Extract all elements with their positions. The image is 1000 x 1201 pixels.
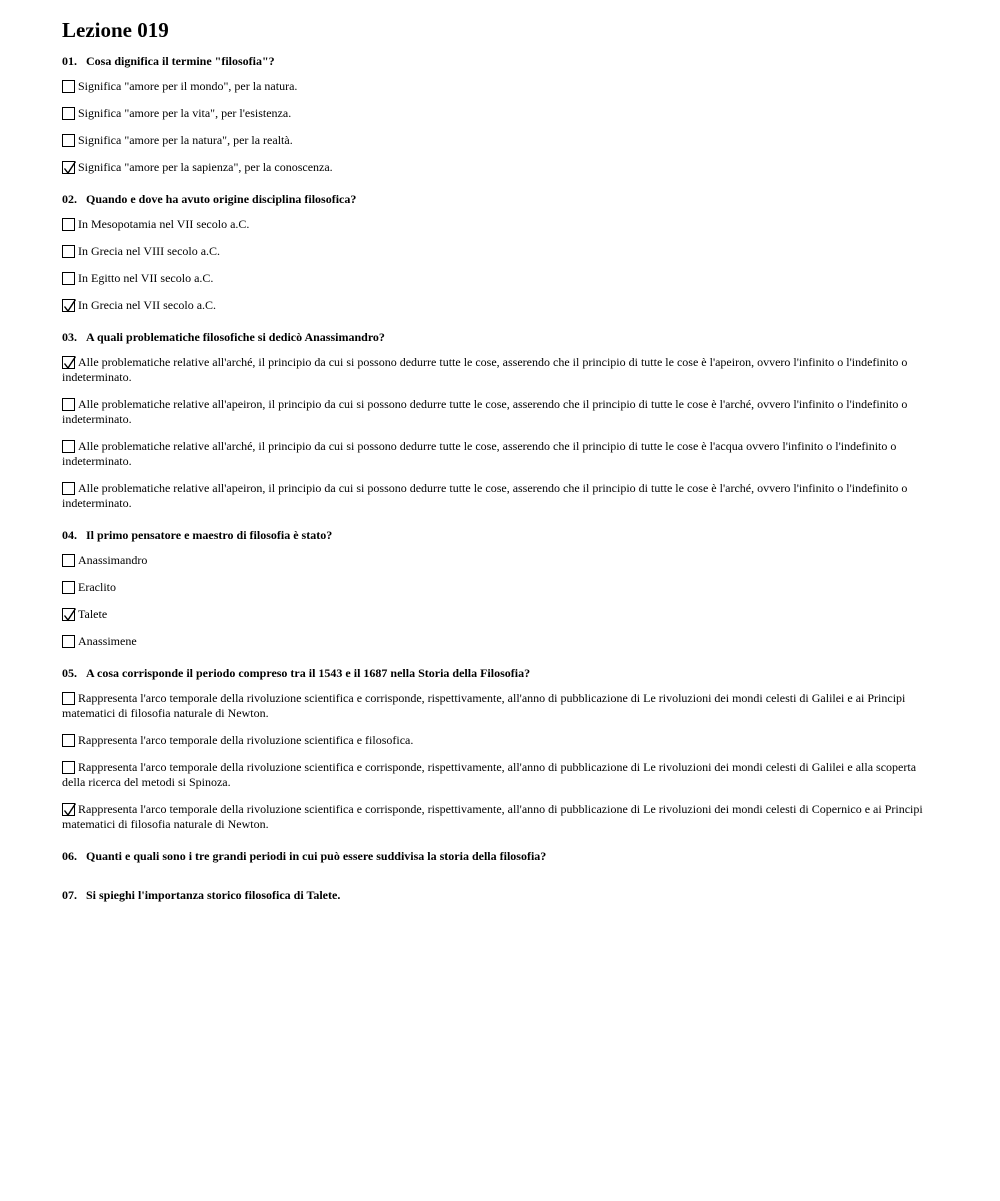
checkbox-icon[interactable] bbox=[62, 440, 75, 453]
checkbox-icon[interactable] bbox=[62, 554, 75, 567]
answer-option-label: In Grecia nel VIII secolo a.C. bbox=[78, 244, 221, 258]
answer-option-label: Rappresenta l'arco temporale della rivoluzione scientifica e corrisponde, rispettivamente, all'anno di pubblicazione di Le rivoluzioni dei mondi celesti di Galilei e alla scoperta della ricerca del metodi si Spinoza. bbox=[62, 760, 917, 789]
checked-checkbox-icon[interactable] bbox=[62, 356, 75, 369]
answer-option bbox=[62, 607, 938, 622]
answer-option-label: Significa "amore per la sapienza", per la conoscenza. bbox=[78, 160, 333, 174]
question-3 bbox=[62, 330, 938, 511]
question-heading bbox=[62, 666, 938, 681]
answer-option bbox=[62, 79, 938, 94]
question-text: Quanti e quali sono i tre grandi periodi in cui può essere suddivisa la storia della filosofia? bbox=[86, 849, 547, 863]
answer-option bbox=[62, 106, 938, 121]
answer-option bbox=[62, 271, 938, 286]
checkbox-icon[interactable] bbox=[62, 80, 75, 93]
question-number: 05. bbox=[62, 666, 77, 680]
answer-option bbox=[62, 733, 938, 748]
answer-option-label: Rappresenta l'arco temporale della rivoluzione scientifica e filosofica. bbox=[78, 733, 414, 747]
page-title: Lezione 019 bbox=[62, 18, 169, 42]
question-heading bbox=[62, 330, 938, 345]
answer-option bbox=[62, 634, 938, 649]
checkbox-icon[interactable] bbox=[62, 134, 75, 147]
answer-option-label: Significa "amore per la natura", per la realtà. bbox=[78, 133, 293, 147]
question-1 bbox=[62, 54, 938, 175]
question-text: Quando e dove ha avuto origine disciplina filosofica? bbox=[86, 192, 357, 206]
checkmark-icon bbox=[63, 299, 76, 313]
question-number: 03. bbox=[62, 330, 77, 344]
question-heading bbox=[62, 54, 938, 69]
checkbox-icon[interactable] bbox=[62, 734, 75, 747]
answer-option-label: In Egitto nel VII secolo a.C. bbox=[78, 271, 214, 285]
answer-option-label: Significa "amore per il mondo", per la natura. bbox=[78, 79, 298, 93]
question-number: 02. bbox=[62, 192, 77, 206]
checkmark-icon bbox=[63, 161, 76, 175]
answer-option bbox=[62, 298, 938, 313]
checkbox-icon[interactable] bbox=[62, 218, 75, 231]
checkmark-icon bbox=[63, 356, 76, 370]
question-text: Il primo pensatore e maestro di filosofia è stato? bbox=[86, 528, 333, 542]
checked-checkbox-icon[interactable] bbox=[62, 608, 75, 621]
answer-option bbox=[62, 802, 938, 832]
answer-option-label: Alle problematiche relative all'apeiron, il principio da cui si possono dedurre tutte le cose, asserendo che il principio di tutte le cose è l'arché, ovvero l'infinito o l'indefinito o indeterminato. bbox=[62, 397, 908, 426]
answer-option bbox=[62, 481, 938, 511]
checkbox-icon[interactable] bbox=[62, 635, 75, 648]
answer-option-label: Alle problematiche relative all'arché, il principio da cui si possono dedurre tutte le cose, asserendo che il principio di tutte le cose è l'apeiron, ovvero l'infinito o l'indefinito o indeterminato. bbox=[62, 355, 908, 384]
checkbox-icon[interactable] bbox=[62, 398, 75, 411]
answer-option-label: Alle problematiche relative all'arché, il principio da cui si possono dedurre tutte le cose, asserendo che il principio di tutte le cose è l'acqua ovvero l'infinito o l'indefinito o indeterminato. bbox=[62, 439, 897, 468]
question-6 bbox=[62, 849, 938, 864]
answer-option-label: Talete bbox=[78, 607, 108, 621]
checkbox-icon[interactable] bbox=[62, 482, 75, 495]
answer-option bbox=[62, 691, 938, 721]
question-number: 07. bbox=[62, 888, 77, 902]
question-5 bbox=[62, 666, 938, 832]
question-text: Si spieghi l'importanza storico filosofica di Talete. bbox=[86, 888, 341, 902]
answer-option-label: Rappresenta l'arco temporale della rivoluzione scientifica e corrisponde, rispettivamente, all'anno di pubblicazione di Le rivoluzioni dei mondi celesti di Copernico e ai Principi matematici di filosofia naturale di Newton. bbox=[62, 802, 923, 831]
question-text: Cosa dignifica il termine "filosofia"? bbox=[86, 54, 275, 68]
checkbox-icon[interactable] bbox=[62, 245, 75, 258]
checked-checkbox-icon[interactable] bbox=[62, 299, 75, 312]
checkbox-icon[interactable] bbox=[62, 761, 75, 774]
question-heading bbox=[62, 849, 938, 864]
answer-option bbox=[62, 760, 938, 790]
checkbox-icon[interactable] bbox=[62, 107, 75, 120]
question-7 bbox=[62, 888, 938, 903]
checkbox-icon[interactable] bbox=[62, 692, 75, 705]
checkmark-icon bbox=[63, 608, 76, 622]
answer-option-label: Alle problematiche relative all'apeiron, il principio da cui si possono dedurre tutte le cose, asserendo che il principio di tutte le cose è l'arché, ovvero l'infinito o l'indefinito o indeterminato. bbox=[62, 481, 908, 510]
question-text: A cosa corrisponde il periodo compreso tra il 1543 e il 1687 nella Storia della Filosofia? bbox=[86, 666, 531, 680]
answer-option-label: Significa "amore per la vita", per l'esistenza. bbox=[78, 106, 292, 120]
answer-option-label: In Mesopotamia nel VII secolo a.C. bbox=[78, 217, 250, 231]
question-heading bbox=[62, 888, 938, 903]
answer-option-label: Anassimandro bbox=[78, 553, 148, 567]
answer-option bbox=[62, 244, 938, 259]
answer-option-label: In Grecia nel VII secolo a.C. bbox=[78, 298, 217, 312]
checkbox-icon[interactable] bbox=[62, 581, 75, 594]
question-heading bbox=[62, 192, 938, 207]
checked-checkbox-icon[interactable] bbox=[62, 161, 75, 174]
question-list bbox=[62, 54, 938, 903]
answer-option bbox=[62, 439, 938, 469]
checked-checkbox-icon[interactable] bbox=[62, 803, 75, 816]
question-2 bbox=[62, 192, 938, 313]
answer-option bbox=[62, 553, 938, 568]
answer-option bbox=[62, 397, 938, 427]
answer-option-label: Anassimene bbox=[78, 634, 137, 648]
question-4 bbox=[62, 528, 938, 649]
question-number: 06. bbox=[62, 849, 77, 863]
question-heading bbox=[62, 528, 938, 543]
checkmark-icon bbox=[63, 803, 76, 817]
question-number: 04. bbox=[62, 528, 77, 542]
answer-option-label: Eraclito bbox=[78, 580, 116, 594]
answer-option bbox=[62, 355, 938, 385]
checkbox-icon[interactable] bbox=[62, 272, 75, 285]
answer-option bbox=[62, 217, 938, 232]
question-number: 01. bbox=[62, 54, 77, 68]
answer-option bbox=[62, 160, 938, 175]
answer-option bbox=[62, 133, 938, 148]
answer-option bbox=[62, 580, 938, 595]
question-text: A quali problematiche filosofiche si dedicò Anassimandro? bbox=[86, 330, 385, 344]
answer-option-label: Rappresenta l'arco temporale della rivoluzione scientifica e corrisponde, rispettivamente, all'anno di pubblicazione di Le rivoluzioni dei mondi celesti di Galilei e ai Principi matematici di filosofia naturale di Newton. bbox=[62, 691, 906, 720]
